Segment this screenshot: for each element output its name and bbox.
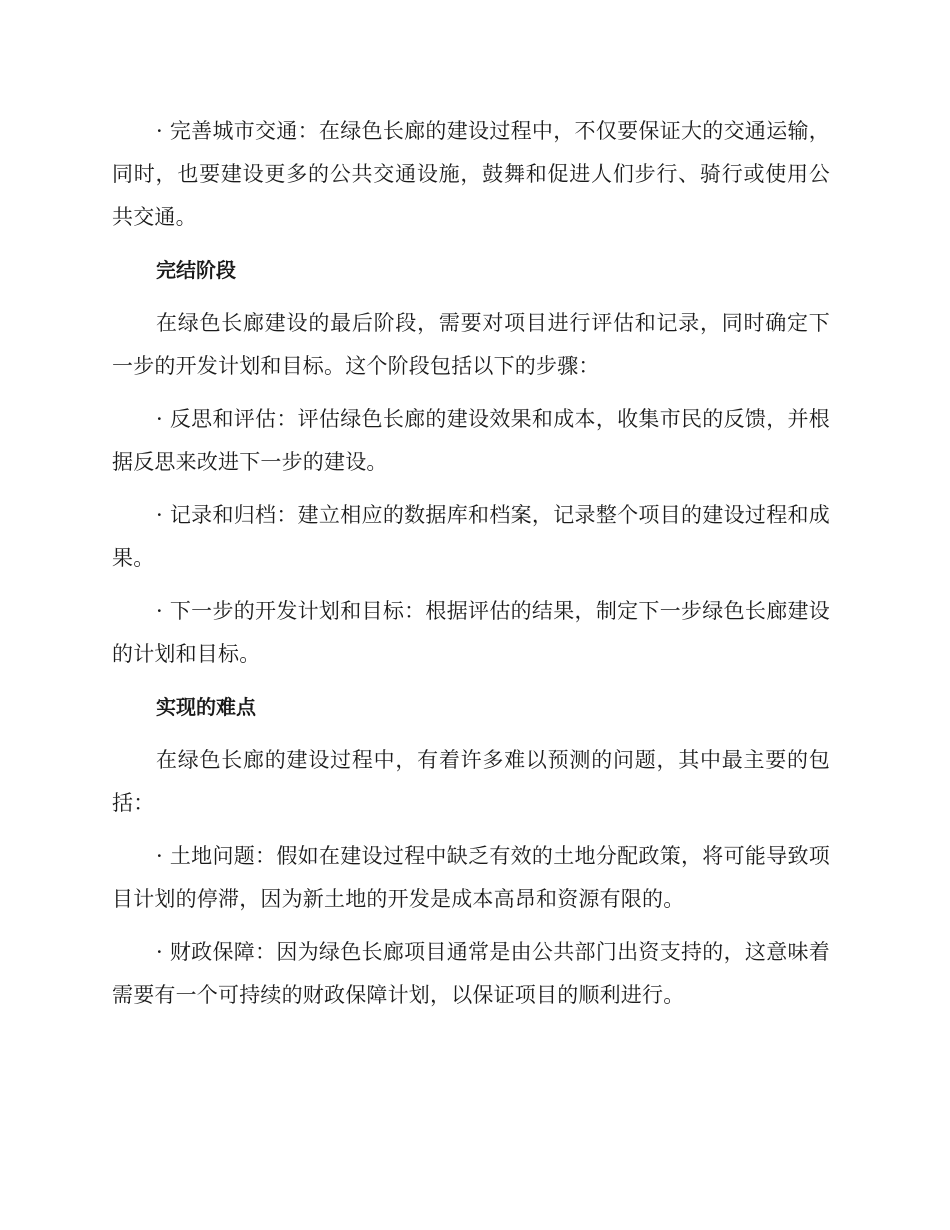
bullet-paragraph: · 财政保障：因为绿色长廊项目通常是由公共部门出资支持的，这意味着需要有一个可持续的财政保障计划，以保证项目的顺利进行。 bbox=[112, 940, 830, 1007]
bullet-paragraph: · 土地问题：假如在建设过程中缺乏有效的土地分配政策，将可能导致项目计划的停滞，因为新土地的开发是成本高昂和资源有限的。 bbox=[112, 844, 830, 911]
bullet-paragraph: · 反思和评估：评估绿色长廊的建设效果和成本，收集市民的反馈，并根据反思来改进下一步的建设。 bbox=[112, 407, 830, 474]
body-paragraph: 在绿色长廊建设的最后阶段，需要对项目进行评估和记录，同时确定下一步的开发计划和目标。这个阶段包括以下的步骤： bbox=[112, 311, 830, 378]
bullet-paragraph: · 完善城市交通：在绿色长廊的建设过程中，不仅要保证大的交通运输，同时，也要建设更多的公共交通设施，鼓舞和促进人们步行、骑行或使用公共交通。 bbox=[112, 119, 830, 229]
body-paragraph: 在绿色长廊的建设过程中，有着许多难以预测的问题，其中最主要的包括： bbox=[112, 748, 830, 815]
bullet-paragraph: · 下一步的开发计划和目标：根据评估的结果，制定下一步绿色长廊建设的计划和目标。 bbox=[112, 599, 830, 666]
section-heading: 完结阶段 bbox=[156, 258, 236, 282]
document-body bbox=[112, 110, 830, 1027]
bullet-paragraph: · 记录和归档：建立相应的数据库和档案，记录整个项目的建设过程和成果。 bbox=[112, 503, 830, 570]
section-heading: 实现的难点 bbox=[156, 695, 256, 719]
